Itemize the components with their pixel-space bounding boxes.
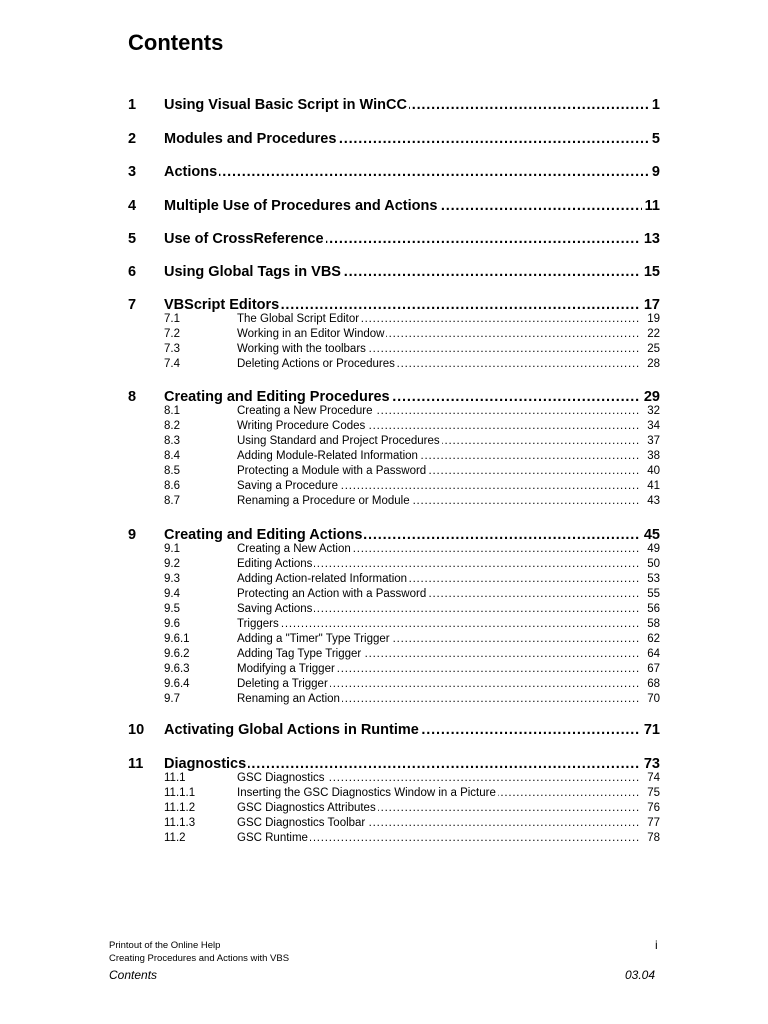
toc-subsection-row[interactable]: [0, 801, 768, 816]
toc-subsection-page: 74: [644, 772, 660, 784]
toc-subsection-title[interactable]: Protecting a Module with a Password: [237, 465, 427, 477]
toc-subsection-page: 62: [644, 633, 660, 645]
toc-subsection-number: 7.4: [164, 358, 180, 370]
toc-chapter-number: 10: [128, 722, 145, 738]
toc-subsection-number: 9.2: [164, 558, 180, 570]
toc-subsection-page: 37: [644, 435, 660, 447]
toc-chapter-number: 3: [128, 164, 137, 180]
toc-subsection-row[interactable]: [0, 632, 768, 647]
toc-subsection-number: 11.1.1: [164, 787, 196, 799]
toc-subsection-title[interactable]: Creating a New Action: [237, 543, 351, 555]
toc-subsection-row[interactable]: [0, 479, 768, 494]
toc-subsection-title[interactable]: Triggers: [237, 618, 279, 630]
toc-subsection-row[interactable]: [0, 434, 768, 449]
toc-chapter-number: 4: [128, 198, 137, 214]
toc-chapter-title[interactable]: VBScript Editors: [164, 297, 280, 313]
toc-chapter-page: 29: [641, 389, 660, 405]
footer-printout-label: Printout of the Online Help: [109, 940, 221, 951]
toc-chapter-page: 1: [649, 97, 660, 113]
toc-subsection-row[interactable]: [0, 327, 768, 342]
toc-subsection-title[interactable]: Working in an Editor Window: [237, 328, 385, 340]
toc-subsection-row[interactable]: [0, 542, 768, 557]
toc-subsection-title[interactable]: GSC Runtime: [237, 832, 308, 844]
toc-chapter-page: 5: [649, 131, 660, 147]
toc-subsection-title[interactable]: Working with the toolbars: [237, 343, 366, 355]
toc-subsection-page: 22: [644, 328, 660, 340]
toc-subsection-number: 8.1: [164, 405, 180, 417]
toc-chapter-page: 45: [641, 527, 660, 543]
toc-chapter-title[interactable]: Modules and Procedures: [164, 131, 337, 147]
toc-chapter-page: 15: [641, 264, 660, 280]
toc-chapter-title[interactable]: Diagnostics: [164, 756, 247, 772]
toc-subsection-row[interactable]: [0, 342, 768, 357]
toc-chapter-title[interactable]: Creating and Editing Actions: [164, 527, 363, 543]
toc-subsection-number: 11.1.2: [164, 802, 196, 814]
toc-chapter-number: 8: [128, 389, 137, 405]
toc-chapter-number: 9: [128, 527, 137, 543]
footer-document-title: Creating Procedures and Actions with VBS: [109, 953, 290, 964]
toc-subsection-title[interactable]: Protecting an Action with a Password: [237, 588, 427, 600]
footer-version: 03.04: [625, 968, 656, 982]
toc-subsection-page: 77: [644, 817, 660, 829]
toc-subsection-page: 40: [644, 465, 660, 477]
toc-subsection-number: 11.1: [164, 772, 186, 784]
toc-subsection-number: 9.6.1: [164, 633, 190, 645]
toc-subsection-row[interactable]: [0, 449, 768, 464]
toc-chapter-title[interactable]: Actions: [164, 164, 218, 180]
toc-subsection-title[interactable]: The Global Script Editor: [237, 313, 360, 325]
toc-subsection-page: 49: [644, 543, 660, 555]
toc-chapter-title[interactable]: Activating Global Actions in Runtime: [164, 722, 419, 738]
toc-subsection-number: 7.2: [164, 328, 180, 340]
toc-chapter-row[interactable]: [0, 262, 768, 282]
toc-subsection-row[interactable]: [0, 557, 768, 572]
toc-subsection-row[interactable]: [0, 312, 768, 327]
toc-subsection-row[interactable]: [0, 771, 768, 786]
toc-subsection-page: 53: [644, 573, 660, 585]
toc-subsection-title[interactable]: Adding Action-related Information: [237, 573, 408, 585]
toc-subsection-row[interactable]: [0, 357, 768, 372]
toc-subsection-row[interactable]: [0, 464, 768, 479]
toc-subsection-row[interactable]: [0, 692, 768, 707]
toc-subsection-title[interactable]: Using Standard and Project Procedures: [237, 435, 440, 447]
toc-subsection-title[interactable]: Inserting the GSC Diagnostics Window in a Picture: [237, 787, 496, 799]
toc-chapter-page: 13: [641, 231, 660, 247]
toc-subsection-number: 9.6: [164, 618, 180, 630]
toc-subsection-row[interactable]: [0, 677, 768, 692]
toc-subsection-number: 9.1: [164, 543, 180, 555]
toc-chapter-title[interactable]: Using Visual Basic Script in WinCC: [164, 97, 407, 113]
toc-subsection-row[interactable]: [0, 494, 768, 509]
toc-subsection-row[interactable]: [0, 816, 768, 831]
toc-subsection-title[interactable]: GSC Diagnostics Attributes: [237, 802, 376, 814]
toc-subsection-number: 7.3: [164, 343, 180, 355]
toc-subsection-page: 25: [644, 343, 660, 355]
toc-chapter-row[interactable]: [0, 720, 768, 740]
toc-subsection-row[interactable]: [0, 617, 768, 632]
toc-subsection-title[interactable]: Deleting a Trigger: [237, 678, 328, 690]
toc-chapter-row[interactable]: [0, 95, 768, 115]
toc-chapter-title[interactable]: Use of CrossReference: [164, 231, 324, 247]
toc-subsection-page: 56: [644, 603, 660, 615]
toc-subsection-number: 11.1.3: [164, 817, 196, 829]
toc-subsection-number: 7.1: [164, 313, 180, 325]
toc-chapter-row[interactable]: [0, 162, 768, 182]
toc-chapter-row[interactable]: [0, 129, 768, 149]
toc-subsection-page: 38: [644, 450, 660, 462]
footer-page-number: i: [655, 938, 658, 952]
toc-chapter-number: 5: [128, 231, 137, 247]
toc-subsection-row[interactable]: [0, 572, 768, 587]
toc-subsection-page: 64: [644, 648, 660, 660]
toc-subsection-row[interactable]: [0, 419, 768, 434]
toc-chapter-number: 6: [128, 264, 137, 280]
toc-subsection-title[interactable]: Modifying a Trigger: [237, 663, 335, 675]
toc-subsection-title[interactable]: Adding Module-Related Information: [237, 450, 418, 462]
toc-subsection-number: 9.3: [164, 573, 180, 585]
toc-subsection-page: 58: [644, 618, 660, 630]
toc-chapter-title[interactable]: Multiple Use of Procedures and Actions: [164, 198, 438, 214]
toc-subsection-page: 50: [644, 558, 660, 570]
toc-chapter-page: 71: [641, 722, 660, 738]
toc-subsection-title[interactable]: Renaming a Procedure or Module: [237, 495, 410, 507]
toc-subsection-title[interactable]: Adding Tag Type Trigger: [237, 648, 362, 660]
toc-subsection-page: 68: [644, 678, 660, 690]
toc-subsection-number: 8.2: [164, 420, 180, 432]
toc-subsection-number: 9.7: [164, 693, 180, 705]
toc-subsection-number: 11.2: [164, 832, 186, 844]
toc-subsection-title[interactable]: Saving a Procedure: [237, 480, 339, 492]
toc-subsection-row[interactable]: [0, 786, 768, 801]
toc-subsection-page: 55: [644, 588, 660, 600]
toc-subsection-page: 34: [644, 420, 660, 432]
toc-subsection-page: 19: [644, 313, 660, 325]
toc-subsection-title[interactable]: Editing Actions: [237, 558, 313, 570]
toc-subsection-row[interactable]: [0, 602, 768, 617]
footer-section: Contents: [109, 968, 158, 982]
toc-subsection-row[interactable]: [0, 404, 768, 419]
toc-chapter-page: 73: [641, 756, 660, 772]
toc-subsection-number: 8.4: [164, 450, 180, 462]
toc-subsection-page: 41: [644, 480, 660, 492]
toc-subsection-page: 67: [644, 663, 660, 675]
toc-subsection-number: 8.3: [164, 435, 180, 447]
toc-subsection-number: 9.6.4: [164, 678, 190, 690]
toc-subsection-page: 75: [644, 787, 660, 799]
toc-subsection-page: 28: [644, 358, 660, 370]
toc-subsection-number: 8.5: [164, 465, 180, 477]
toc-subsection-row[interactable]: [0, 647, 768, 662]
toc-subsection-page: 70: [644, 693, 660, 705]
toc-subsection-title[interactable]: Renaming an Action: [237, 693, 340, 705]
toc-subsection-title[interactable]: GSC Diagnostics: [237, 772, 325, 784]
page-title: Contents: [128, 30, 224, 55]
toc-chapter-title[interactable]: Creating and Editing Procedures: [164, 389, 390, 405]
toc-chapter-row[interactable]: [0, 229, 768, 249]
toc-subsection-page: 76: [644, 802, 660, 814]
toc-subsection-title[interactable]: Creating a New Procedure: [237, 405, 373, 417]
toc-subsection-title[interactable]: GSC Diagnostics Toolbar: [237, 817, 366, 829]
toc-chapter-page: 11: [642, 198, 660, 214]
toc-subsection-row[interactable]: [0, 587, 768, 602]
toc-subsection-title[interactable]: Deleting Actions or Procedures: [237, 358, 395, 370]
toc-subsection-title[interactable]: Writing Procedure Codes: [237, 420, 366, 432]
toc-subsection-row[interactable]: [0, 662, 768, 677]
toc-chapter-number: 2: [128, 131, 137, 147]
toc-chapter-page: 9: [649, 164, 660, 180]
toc-subsection-number: 9.5: [164, 603, 180, 615]
toc-chapter-page: 17: [641, 297, 660, 313]
toc-subsection-number: 9.4: [164, 588, 180, 600]
toc-subsection-page: 43: [644, 495, 660, 507]
toc-chapter-number: 11: [128, 756, 144, 772]
toc-subsection-number: 8.7: [164, 495, 180, 507]
toc-subsection-title[interactable]: Adding a "Timer" Type Trigger: [237, 633, 390, 645]
toc-subsection-title[interactable]: Saving Actions: [237, 603, 313, 615]
toc-subsection-row[interactable]: [0, 831, 768, 846]
toc-subsection-number: 8.6: [164, 480, 180, 492]
toc-subsection-page: 32: [644, 405, 660, 417]
toc-chapter-number: 1: [128, 97, 137, 113]
toc-subsection-number: 9.6.3: [164, 663, 190, 675]
toc-chapter-title[interactable]: Using Global Tags in VBS: [164, 264, 341, 280]
toc-subsection-page: 78: [644, 832, 660, 844]
toc-chapter-number: 7: [128, 297, 137, 313]
toc-subsection-number: 9.6.2: [164, 648, 190, 660]
toc-chapter-row[interactable]: [0, 196, 768, 216]
